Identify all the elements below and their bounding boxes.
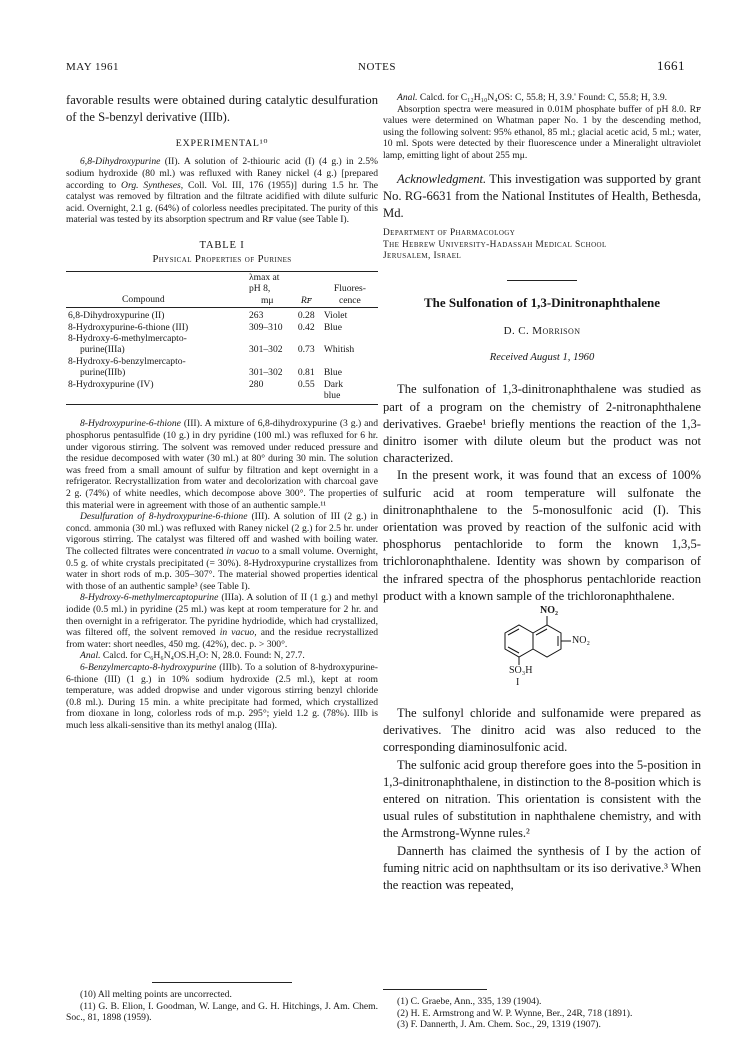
table-row [66, 310, 378, 321]
footnote: (11) G. B. Elion, I. Goodman, W. Lange, and G. H. Hitchings, J. Am. Chem. Soc., 81, 1898 (1959). [66, 1000, 378, 1024]
column-header-compound: Compound [122, 293, 165, 305]
table-cell-lmax: 263 [248, 310, 264, 322]
table-cell-compound [66, 390, 247, 401]
table-cell-compound: 8-Hydroxypurine (IV) [68, 378, 154, 390]
body-paragraph-5: Dannerth has claimed the synthesis of I by the action of fuming nitric acid on naphthsultam or its iso derivative.³ When the reaction was repeated, [383, 843, 701, 893]
table-label: TABLE I [199, 239, 245, 251]
table-row [66, 322, 378, 333]
table-cell-fluor: Dark [323, 378, 344, 390]
paragraph-text: This investigation was supported by grant No. RG-6631 from the National Institutes of Health, Bethesda, Md. [383, 171, 701, 220]
body-paragraph-2: In the present work, it was found that an excess of 100% sulfuric acid at room temperature will sulfonate the dinitronaphthalene to the 5-monosulfonic acid (I). This orientation was proved by reaction of the sulfonic acid with phosphorus pentachloride to form the known 1,3,5-trichloronaphthalene. Identity was shown by comparison of the infrared spectra of the phosphorus pentachloride reaction product with a known sample of the trichloronaphthalene. [383, 468, 701, 603]
table-cell-rf [291, 356, 322, 367]
column-header-fluorescence: Fluores- cence [333, 283, 366, 306]
analysis-label: Anal. [80, 650, 101, 662]
experimental-heading: EXPERIMENTAL¹⁰ [175, 138, 269, 150]
article-author: D. C. Morrison [503, 325, 581, 338]
table-cell-compound: 6,8-Dihydroxypurine (II) [68, 310, 165, 322]
column-header-lambda-max: λmax at pH 8, mμ [248, 271, 280, 306]
page-number: 1661 [657, 58, 685, 73]
acknowledgment-label: Acknowledgment. [397, 171, 487, 186]
paragraph-text: to a small volume. Overnight, 0.5 g. of white crystals precipitated (= 30%). 8-Hydroxypurine crystallizes from water in short rods of m.p. 305–307°. The material showed properties identical with those of an authentic sample³ (see Table I). [66, 545, 378, 592]
table-row [66, 344, 378, 355]
properties-table [66, 271, 378, 405]
table-row [66, 367, 378, 378]
table-row [66, 379, 378, 390]
table-cell-compound: 8-Hydroxy-6-benzylmercapto- [68, 355, 186, 367]
acknowledgment [383, 171, 701, 223]
table-cell-rf: 0.81 [297, 367, 315, 379]
right-footnotes [383, 982, 701, 1031]
table-row [66, 390, 378, 401]
paragraph-analysis [66, 650, 378, 662]
left-column [66, 92, 379, 1024]
affiliation-line: The Hebrew University-Hadassah Medical School [383, 239, 607, 250]
table-cell-compound: 8-Hydroxypurine-6-thione (III) [68, 321, 189, 333]
table-title: Physical Properties of Purines [152, 253, 292, 265]
table-row [66, 356, 378, 367]
compound-name: 6,8-Dihydroxypurine [80, 156, 161, 168]
body-paragraph-3: The sulfonyl chloride and sulfonamide were prepared as derivatives. The dinitro acid was also reduced to the corresponding diaminosulfonic acid. [383, 706, 701, 755]
body-paragraph-1: The sulfonation of 1,3-dinitronaphthalene was studied as part of a program on the chemistry of 2-nitronaphthalene derivatives. Graebe¹ briefly mentions the reaction of the 1,3-dinitro isomer with dilute oleum but the product was not characterized. [383, 382, 701, 466]
table-cell-fluor: Blue [323, 321, 342, 333]
table-cell-fluor: Blue [323, 367, 342, 379]
table-cell-lmax: 301–302 [248, 344, 283, 356]
nitro-group-top: NO₂ [540, 605, 558, 617]
paragraph-methylmercaptopurine [66, 592, 378, 650]
compound-name: Desulfuration of 8-hydroxypurine-6-thione [80, 511, 248, 523]
table-cell-rf [291, 390, 322, 401]
paragraph-text: (IIIb). To a solution of 8-hydroxypurine-6-thione (III) (1 g.) in 10% sodium hydroxide (2.5 ml.), kept at room temperature, was added dropwise and under vigorous stirring benzyl chloride (0.8 ml.). During 15 min. a white precipitate had formed, which crystallized from dioxane in long, colorless rods of m.p. 295°; yield 1.2 g. (78%). IIIb is much less alkali-sensitive than its methyl analog (IIIa). [66, 661, 378, 731]
table-body [66, 310, 378, 401]
compound-name: 8-Hydroxypurine-6-thione [80, 418, 181, 430]
table-cell-lmax: 301–302 [248, 367, 283, 379]
table-cell-lmax [247, 390, 291, 401]
absorption-paragraph: Absorption spectra were measured in 0.01M phosphate buffer of pH 8.0. Rꜰ values were determined on Whatman paper No. 1 by the descending method, using the following solvent: 95% ethanol, 85 ml.; glacial acetic acid, 5 ml.; water, 10 ml. Spots were detected by their fluorescence under a Mineralight ultraviolet lamp, emitting light of about 255 mμ. [383, 103, 701, 161]
sulfonic-acid-group: SO₃H [509, 665, 533, 677]
left-footnotes [66, 982, 378, 1024]
table-cell-lmax: 309–310 [248, 321, 283, 333]
affiliation-line: Jerusalem, Israel [383, 250, 462, 261]
footnote: (3) F. Dannerth, J. Am. Chem. Soc., 29, 1319 (1907). [397, 1019, 601, 1031]
paragraph-text: (III). A mixture of 6,8-dihydroxypurine (3 g.) and phosphorus pentasulfide (10 g.) in dry pyridine (100 ml.) was refluxed for 6 hr. under vigorous stirring. The solvent was removed under reduced pressure and the residue decomposed with water (30 ml.) at 80° during 30 min. The solution was freed from a small amount of sulfur by filtration and kept overnight in a refrigerator. Recrystallization from water and decolorization with charcoal gave 2 g. (74%) of white needles, which decompose above 300°. The properties of this material were in agreement with those of an authentic sample.¹¹ [66, 418, 378, 511]
footnote: (2) H. E. Armstrong and W. P. Wynne, Ber., 24R, 718 (1891). [397, 1007, 633, 1019]
structure-label: I [516, 677, 520, 689]
chemical-structure [383, 605, 701, 697]
naphthalene-ring-diagram [383, 609, 701, 697]
paragraph-hydroxypurine-thione [66, 418, 378, 511]
section-divider [507, 280, 577, 281]
paragraph-text: Calcd. for C₁₂H₁₀N₄OS: C, 55.8; H, 3.9.' Found: C, 55.8; H, 3.9. [417, 92, 668, 103]
analysis-benzyl [383, 92, 701, 104]
paragraph-text: (III). A solution of III (2 g.) in concd. ammonia (30 ml.) was refluxed with Raney nickel (2 g.) for 2.5 hr. under vigorous stirring. The catalyst was filtered off and washed with boiling water. The collected filtrates were concentrated [66, 511, 378, 557]
table-cell-compound: 8-Hydroxy-6-methylmercapto- [68, 333, 187, 344]
table-cell-rf: 0.28 [297, 310, 315, 322]
paragraph-text: (II). A solution of 2-thiouric acid (I) (4 g.) in 2.5% sodium hydroxide (80 ml.) was refluxed with Raney nickel (4 g.) [prepared according to [66, 156, 378, 191]
compound-name: 8-Hydroxy-6-methylmercaptopurine [80, 592, 219, 604]
column-header-rf: Rꜰ [300, 294, 312, 306]
table-cell-fluor: Whitish [323, 344, 355, 356]
table-cell-rf [291, 333, 322, 344]
footnote: (1) C. Graebe, Ann., 335, 139 (1904). [397, 996, 542, 1007]
footnote: (10) All melting points are uncorrected. [80, 989, 232, 1000]
paragraph-desulfuration [66, 511, 378, 592]
compound-name: 6-Benzylmercapto-8-hydroxypurine [80, 661, 217, 673]
right-column [383, 92, 701, 1031]
table-cell-compound: purine(IIIb) [80, 367, 126, 379]
article-title: The Sulfonation of 1,3-Dinitronaphthalene [424, 295, 660, 311]
table-cell-fluor [322, 356, 378, 367]
paragraph-text: and the residue recrystallized from water: short needles, 450 mg. (42%), dec. p. > 300°. [66, 627, 379, 650]
paragraph-benzylmercapto [66, 662, 378, 732]
paragraph-dihydroxypurine [66, 156, 378, 226]
table-cell-fluor: Violet [323, 310, 348, 322]
latin-term: in vacuo, [219, 627, 257, 639]
running-header-center: NOTES [358, 61, 396, 73]
table-cell-fluor: blue [323, 390, 341, 402]
intro-paragraph: favorable results were obtained during catalytic desulfuration of the S-benzyl derivative (IIIb). [66, 93, 378, 125]
table-cell-lmax [247, 333, 291, 344]
paragraph-text: (IIIa). A solution of II (1 g.) and methyl iodide (0.5 ml.) in pyridine (25 ml.) was kept at room temperature for 2 hr. and then overnight in a refrigerator. The pyridine hydriodide, which had crystallized, was filtered off, the solvent removed [66, 592, 378, 639]
table-cell-rf: 0.55 [297, 378, 315, 390]
table-header-row [66, 272, 378, 306]
paragraph-text: Coll. Vol. III, 176 (1955)] during 1.5 hr. The catalyst was removed by filtration and the filtrate acidified with dilute sulfuric acid. Overnight, 2.1 g. (64%) of colorless needles precipitated. The purity of this material was tested by its absorption spectrum and Rꜰ value (see Table I). [66, 179, 378, 226]
reference-title: Org. Syntheses, [121, 179, 184, 191]
paragraph-text: Calcd. for C₆H₆N₄OS.H₂O: N, 28.0. Found: N, 27.7. [100, 650, 305, 662]
nitro-group-side: NO₂ [572, 635, 590, 647]
running-header-left: MAY 1961 [66, 61, 120, 73]
analysis-label: Anal. [397, 92, 418, 103]
table-row [66, 333, 378, 344]
table-cell-lmax: 280 [248, 378, 264, 390]
received-date: Received August 1, 1960 [489, 352, 595, 364]
table-cell-fluor [322, 333, 378, 344]
table-cell-lmax [247, 356, 291, 367]
affiliation-line: Department of Pharmacology [383, 228, 516, 239]
table-cell-compound: purine(IIIa) [80, 344, 125, 356]
affiliation [383, 228, 701, 262]
table-cell-rf: 0.42 [297, 321, 315, 333]
body-paragraph-4: The sulfonic acid group therefore goes into the 5-position in 1,3-dinitronaphthalene, in distinction to the 8-position which is entered on nitration. This orientation is consistent with the usual rules of substitution in naphthalene chemistry, and with the Armstrong-Wynne rules.² [383, 757, 701, 841]
latin-term: in vacuo [226, 545, 260, 557]
table-cell-rf: 0.73 [297, 344, 315, 356]
